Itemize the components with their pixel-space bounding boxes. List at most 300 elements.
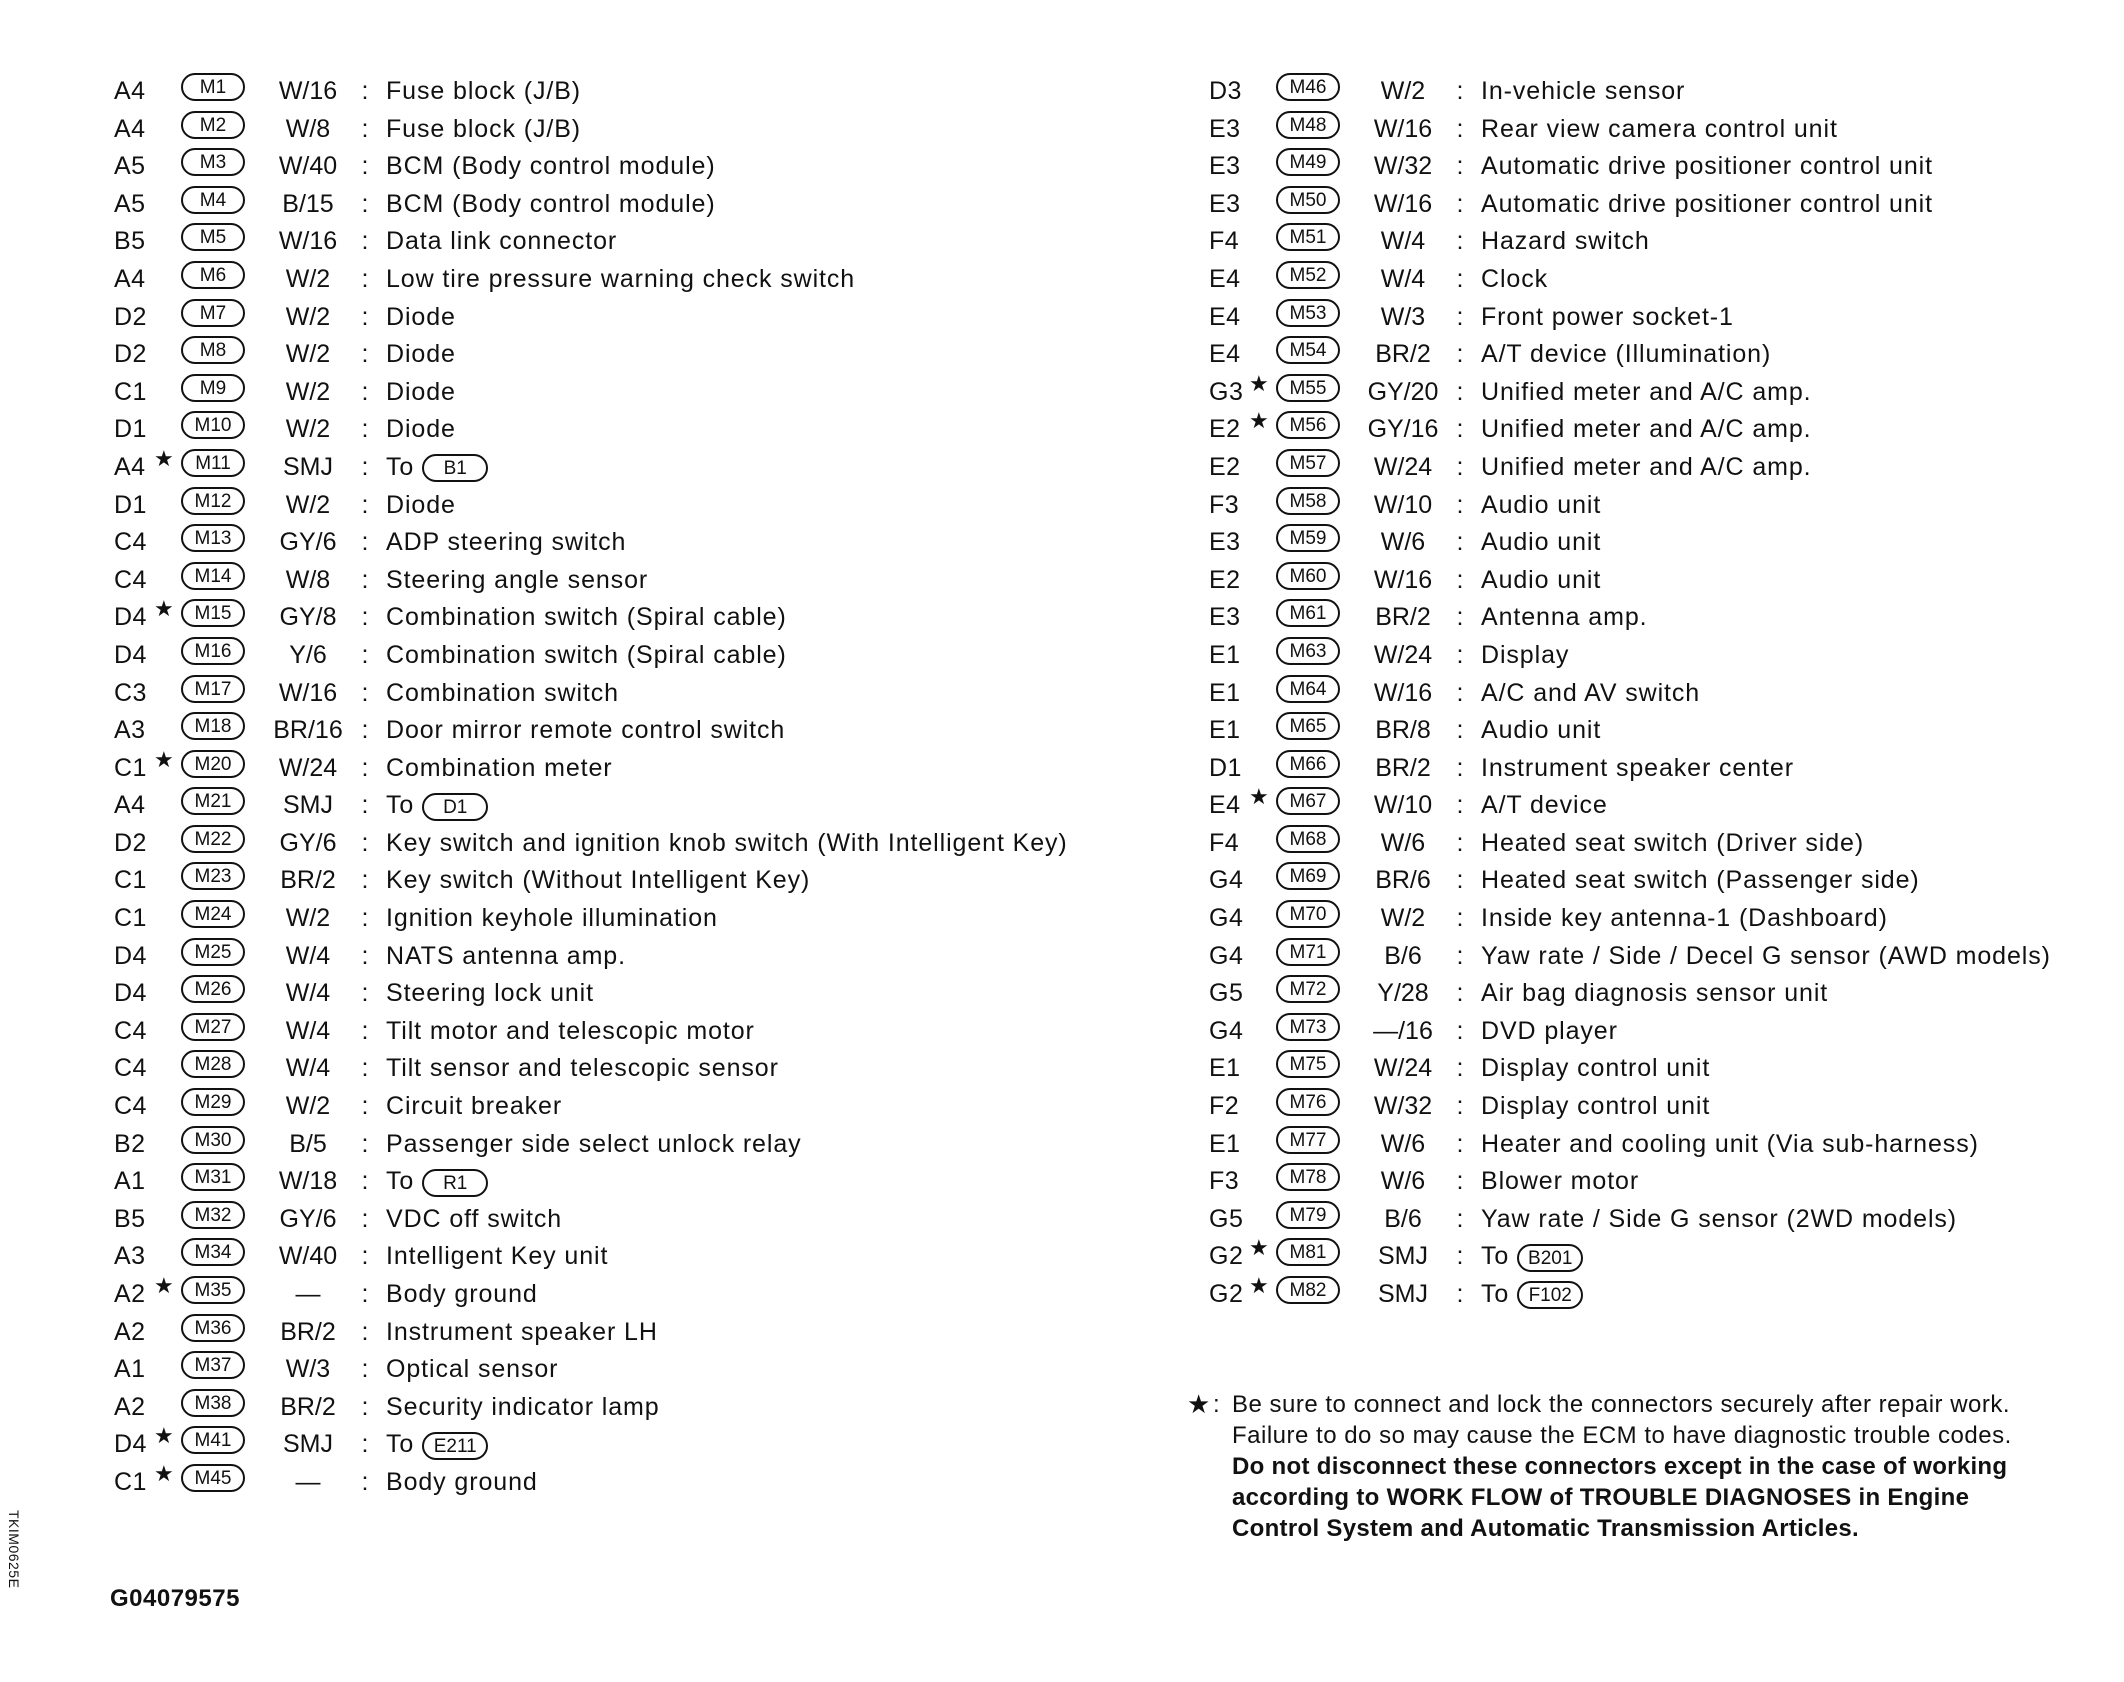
description-text: Clock	[1481, 264, 1549, 293]
note-line-2: Failure to do so may cause the ECM to have diagnostic trouble codes.	[1232, 1422, 2012, 1449]
separator-colon: :	[1456, 415, 1464, 444]
grid-reference: E1	[1209, 640, 1241, 669]
connector-description	[1481, 449, 1812, 487]
separator-colon: :	[1456, 1280, 1464, 1308]
description-text: Circuit breaker	[386, 1092, 563, 1121]
grid-reference: A4	[114, 791, 146, 820]
star-icon: ★	[154, 746, 174, 772]
separator-colon: :	[1456, 791, 1464, 820]
separator-colon: :	[1456, 227, 1464, 256]
connector-id: M46	[1276, 73, 1340, 101]
connector-row	[1209, 862, 2109, 900]
connector-id: M73	[1276, 1013, 1340, 1041]
connector-description	[386, 1126, 802, 1164]
connector-color-pins: GY/8	[279, 603, 337, 632]
connector-row	[1209, 900, 2109, 938]
connector-description	[386, 900, 718, 938]
target-connector-id: R1	[422, 1169, 488, 1197]
connector-row	[1209, 299, 2109, 337]
separator-colon: :	[361, 1092, 369, 1121]
description-text: Diode	[386, 490, 456, 519]
connector-id: M45	[181, 1464, 245, 1492]
description-text: Heater and cooling unit (Via sub-harness)	[1481, 1129, 1979, 1158]
description-text: Antenna amp.	[1481, 603, 1648, 632]
connector-row	[1209, 712, 2109, 750]
connector-id: M17	[181, 675, 245, 703]
connector-id: M5	[181, 223, 245, 251]
connector-color-pins: BR/2	[280, 1317, 336, 1346]
connector-color-pins: W/2	[285, 377, 331, 406]
separator-colon: :	[1456, 1054, 1464, 1083]
grid-reference: E1	[1209, 1054, 1241, 1083]
document-id: G04079575	[110, 1585, 240, 1612]
connector-row	[114, 900, 1154, 938]
description-text: Unified meter and A/C amp.	[1481, 452, 1812, 481]
connector-id: M27	[181, 1013, 245, 1041]
grid-reference: A4	[114, 264, 146, 293]
connector-row	[1209, 1201, 2109, 1239]
connector-description	[386, 73, 581, 111]
connector-row	[114, 1088, 1154, 1126]
separator-colon: :	[361, 1430, 369, 1459]
connector-row	[1209, 1013, 2109, 1051]
grid-reference: E2	[1209, 565, 1241, 594]
target-connector-id: B1	[422, 454, 488, 482]
separator-colon: :	[1456, 1242, 1464, 1271]
connector-id: M14	[181, 562, 245, 590]
connector-description	[1481, 900, 1888, 938]
connector-color-pins: BR/8	[1375, 716, 1431, 745]
grid-reference: D4	[114, 640, 147, 669]
connector-id: M78	[1276, 1163, 1340, 1191]
connector-id: M12	[181, 487, 245, 515]
connector-color-pins: W/24	[1373, 1054, 1433, 1083]
connector-color-pins: W/16	[278, 678, 338, 707]
separator-colon: :	[361, 716, 369, 745]
separator-colon: :	[1456, 565, 1464, 594]
separator-colon: :	[1456, 1204, 1464, 1233]
connector-description	[386, 299, 456, 337]
connector-row	[1209, 562, 2109, 600]
connector-description	[1481, 787, 1608, 825]
separator-colon: :	[361, 979, 369, 1008]
description-text: Tilt sensor and telescopic sensor	[386, 1054, 779, 1083]
connector-row	[1209, 825, 2109, 863]
connector-id: M24	[181, 900, 245, 928]
separator-colon: :	[1456, 678, 1464, 707]
connector-description	[386, 712, 785, 750]
connector-description	[1481, 1201, 1957, 1239]
connector-color-pins: GY/6	[279, 528, 337, 557]
separator-colon: :	[361, 114, 369, 143]
connector-description	[1481, 374, 1812, 412]
connector-row	[114, 111, 1154, 149]
separator-colon: :	[1456, 753, 1464, 782]
description-text: Unified meter and A/C amp.	[1481, 377, 1812, 406]
connector-color-pins: W/4	[285, 1016, 331, 1045]
connector-id: M41	[181, 1426, 245, 1454]
connector-description	[1481, 524, 1601, 562]
grid-reference: A1	[114, 1355, 146, 1384]
connector-row	[1209, 599, 2109, 637]
connector-row	[114, 186, 1154, 224]
connector-id: M69	[1276, 862, 1340, 890]
target-connector-id: E211	[422, 1432, 488, 1460]
description-text: To	[386, 1167, 415, 1196]
description-text: Diode	[386, 302, 456, 331]
connector-color-pins: W/3	[1380, 302, 1426, 331]
connector-color-pins: W/6	[1380, 1129, 1426, 1158]
grid-reference: F3	[1209, 490, 1240, 519]
connector-id: M13	[181, 524, 245, 552]
connector-row	[114, 445, 1154, 487]
grid-reference: D1	[1209, 753, 1242, 782]
description-text: Low tire pressure warning check switch	[386, 264, 856, 293]
connector-row	[114, 1163, 1154, 1201]
connector-description	[1481, 862, 1920, 900]
connector-color-pins: W/2	[285, 340, 331, 369]
connector-row	[1209, 675, 2109, 713]
star-icon: ★	[1249, 370, 1269, 396]
grid-reference: C4	[114, 528, 147, 557]
connector-description	[1481, 750, 1794, 788]
connector-color-pins: GY/20	[1367, 377, 1439, 406]
connector-description	[386, 1276, 538, 1314]
grid-reference: F4	[1209, 227, 1240, 256]
connector-id: M66	[1276, 750, 1340, 778]
description-text: Body ground	[386, 1467, 538, 1496]
separator-colon: :	[1456, 1092, 1464, 1121]
connector-row	[1209, 223, 2109, 261]
connector-description	[1481, 186, 1933, 224]
grid-reference: B2	[114, 1129, 146, 1158]
connector-description	[1481, 73, 1685, 111]
connector-color-pins: W/32	[1373, 1092, 1433, 1121]
connector-row	[1209, 637, 2109, 675]
connector-row	[1209, 449, 2109, 487]
connector-row	[114, 562, 1154, 600]
connector-id: M2	[181, 111, 245, 139]
connector-id: M34	[181, 1238, 245, 1266]
connector-color-pins: W/2	[285, 1092, 331, 1121]
connector-id: M60	[1276, 562, 1340, 590]
connector-color-pins: W/16	[1373, 565, 1433, 594]
connector-description	[1481, 1163, 1639, 1201]
connector-description	[386, 148, 716, 186]
connector-color-pins: BR/2	[1375, 753, 1431, 782]
connector-description	[1481, 637, 1569, 675]
connector-id: M57	[1276, 449, 1340, 477]
connector-color-pins: W/40	[278, 152, 338, 181]
connector-color-pins: W/2	[285, 490, 331, 519]
connector-id: M37	[181, 1351, 245, 1379]
grid-reference: C4	[114, 1054, 147, 1083]
description-text: Front power socket-1	[1481, 302, 1734, 331]
connector-color-pins: W/2	[1380, 77, 1426, 105]
connector-row	[1209, 1088, 2109, 1126]
connector-id: M29	[181, 1088, 245, 1116]
connector-color-pins: W/16	[1373, 678, 1433, 707]
connector-description	[386, 1088, 562, 1126]
connector-color-pins: W/16	[1373, 114, 1433, 143]
connector-id: M9	[181, 374, 245, 402]
connector-description	[386, 1314, 658, 1352]
grid-reference: E4	[1209, 264, 1241, 293]
grid-reference: E3	[1209, 603, 1241, 632]
connector-row	[114, 1050, 1154, 1088]
separator-colon: :	[361, 340, 369, 369]
separator-colon: :	[1456, 377, 1464, 406]
separator-colon: :	[1456, 264, 1464, 293]
grid-reference: D4	[114, 603, 147, 632]
description-text: Yaw rate / Side G sensor (2WD models)	[1481, 1204, 1958, 1233]
connector-id: M15	[181, 599, 245, 627]
description-text: Rear view camera control unit	[1481, 114, 1838, 143]
separator-colon: :	[361, 565, 369, 594]
grid-reference: E3	[1209, 152, 1241, 181]
grid-reference: G5	[1209, 979, 1244, 1008]
description-text: To	[386, 452, 415, 481]
grid-reference: E3	[1209, 189, 1241, 218]
connector-id: M1	[181, 73, 245, 101]
connector-id: M11	[181, 449, 245, 477]
separator-colon: :	[1456, 152, 1464, 181]
connector-color-pins: BR/2	[1375, 340, 1431, 369]
connector-list-left	[114, 73, 1154, 1502]
grid-reference: E3	[1209, 528, 1241, 557]
connector-description	[1481, 938, 2051, 976]
grid-reference: A4	[114, 114, 146, 143]
separator-colon: :	[361, 753, 369, 782]
connector-id: M18	[181, 712, 245, 740]
separator-colon: :	[361, 1016, 369, 1045]
grid-reference: C1	[114, 753, 147, 782]
grid-reference: C1	[114, 866, 147, 895]
grid-reference: D1	[114, 490, 147, 519]
connector-description	[1481, 825, 1864, 863]
description-text: BCM (Body control module)	[386, 189, 716, 218]
connector-row	[1209, 111, 2109, 149]
connector-color-pins: BR/6	[1375, 866, 1431, 895]
grid-reference: A3	[114, 1242, 146, 1271]
grid-reference: D2	[114, 828, 147, 857]
connector-color-pins: W/24	[278, 753, 338, 782]
description-text: Audio unit	[1481, 528, 1602, 557]
separator-colon: :	[1456, 603, 1464, 632]
separator-colon: :	[361, 377, 369, 406]
connector-description	[386, 261, 855, 299]
connector-color-pins: W/4	[285, 1054, 331, 1083]
description-text: Combination switch (Spiral cable)	[386, 640, 787, 669]
connector-color-pins: W/16	[278, 227, 338, 256]
grid-reference: G4	[1209, 941, 1244, 970]
target-connector-id: F102	[1517, 1281, 1583, 1309]
separator-colon: :	[1456, 302, 1464, 331]
connector-id: M7	[181, 299, 245, 327]
connector-color-pins: GY/16	[1367, 415, 1439, 444]
grid-reference: E3	[1209, 114, 1241, 143]
grid-reference: A4	[114, 77, 146, 105]
connector-row	[114, 1273, 1154, 1314]
connector-row	[114, 938, 1154, 976]
connector-id: M6	[181, 261, 245, 289]
connector-color-pins: W/18	[278, 1167, 338, 1196]
connector-id: M65	[1276, 712, 1340, 740]
connector-color-pins: W/2	[285, 302, 331, 331]
connector-description	[386, 1426, 488, 1464]
star-icon: ★	[154, 596, 174, 622]
connector-color-pins: W/10	[1373, 490, 1433, 519]
grid-reference: F3	[1209, 1167, 1240, 1196]
connector-color-pins: W/2	[285, 904, 331, 933]
grid-reference: D3	[1209, 77, 1242, 105]
description-text: A/C and AV switch	[1481, 678, 1701, 707]
connector-id: M30	[181, 1126, 245, 1154]
grid-reference: A5	[114, 152, 146, 181]
connector-color-pins: W/6	[1380, 828, 1426, 857]
connector-id: M77	[1276, 1126, 1340, 1154]
connector-description	[386, 411, 456, 449]
separator-colon: :	[1456, 640, 1464, 669]
note-colon: :	[1213, 1391, 1221, 1418]
connector-id: M23	[181, 862, 245, 890]
connector-description	[1481, 487, 1601, 525]
connector-color-pins: SMJ	[1378, 1242, 1428, 1271]
separator-colon: :	[361, 1392, 369, 1421]
connector-row	[1209, 1126, 2109, 1164]
connector-row	[114, 1201, 1154, 1239]
grid-reference: A2	[114, 1280, 146, 1308]
description-text: Combination switch (Spiral cable)	[386, 603, 787, 632]
connector-row	[114, 1460, 1154, 1502]
connector-row	[1209, 750, 2109, 788]
connector-color-pins: Y/28	[1377, 979, 1429, 1008]
separator-colon: :	[361, 1242, 369, 1271]
connector-color-pins: BR/2	[1375, 603, 1431, 632]
separator-colon: :	[361, 528, 369, 557]
connector-row	[1209, 1050, 2109, 1088]
connector-color-pins: SMJ	[1378, 1280, 1428, 1308]
connector-description	[1481, 411, 1812, 449]
connector-description	[386, 1013, 755, 1051]
connector-id: M71	[1276, 938, 1340, 966]
separator-colon: :	[361, 1280, 369, 1308]
connector-row	[1209, 1163, 2109, 1201]
grid-reference: E4	[1209, 302, 1241, 331]
separator-colon: :	[361, 866, 369, 895]
description-text: Diode	[386, 415, 456, 444]
connector-row	[1209, 370, 2109, 412]
star-icon: ★	[1249, 1273, 1269, 1298]
connector-row	[114, 73, 1154, 111]
note-bold-line-3: Control System and Automatic Transmission Articles.	[1232, 1515, 1859, 1542]
separator-colon: :	[361, 415, 369, 444]
grid-reference: F4	[1209, 828, 1240, 857]
connector-color-pins: B/6	[1384, 1204, 1422, 1233]
connector-color-pins: W/24	[1373, 640, 1433, 669]
separator-colon: :	[361, 490, 369, 519]
connector-description	[386, 787, 488, 825]
separator-colon: :	[361, 227, 369, 256]
grid-reference: D1	[114, 415, 147, 444]
description-text: DVD player	[1481, 1016, 1618, 1045]
connector-row	[114, 1314, 1154, 1352]
connector-description	[386, 1351, 558, 1389]
description-text: Audio unit	[1481, 716, 1602, 745]
description-text: Fuse block (J/B)	[386, 114, 582, 143]
connector-description	[1481, 599, 1647, 637]
connector-row	[1209, 186, 2109, 224]
connector-id: M52	[1276, 261, 1340, 289]
grid-reference: F2	[1209, 1092, 1240, 1121]
separator-colon: :	[361, 1317, 369, 1346]
connector-id: M22	[181, 825, 245, 853]
connector-id: M55	[1276, 374, 1340, 402]
connector-id: M21	[181, 787, 245, 815]
connector-color-pins: Y/6	[289, 640, 327, 669]
connector-color-pins: W/8	[285, 565, 331, 594]
description-text: Optical sensor	[386, 1355, 559, 1384]
separator-colon: :	[1456, 528, 1464, 557]
connector-row	[114, 1238, 1154, 1276]
connector-row	[1209, 784, 2109, 825]
connector-id: M32	[181, 1201, 245, 1229]
description-text: Instrument speaker center	[1481, 753, 1794, 782]
grid-reference: G2	[1209, 1280, 1244, 1308]
connector-color-pins: W/4	[285, 941, 331, 970]
separator-colon: :	[1456, 904, 1464, 933]
connector-id: M70	[1276, 900, 1340, 928]
star-icon: ★	[154, 1423, 174, 1449]
separator-colon: :	[1456, 866, 1464, 895]
connector-description	[1481, 675, 1700, 713]
connector-description	[1481, 299, 1734, 337]
separator-colon: :	[361, 640, 369, 669]
connector-id: M56	[1276, 411, 1340, 439]
grid-reference: G4	[1209, 904, 1244, 933]
connector-id: M72	[1276, 975, 1340, 1003]
connector-id: M54	[1276, 336, 1340, 364]
connector-color-pins: W/4	[285, 979, 331, 1008]
connector-row	[114, 787, 1154, 825]
connector-color-pins: BR/2	[280, 1392, 336, 1421]
connector-description	[386, 1050, 779, 1088]
target-connector-id: B201	[1517, 1244, 1583, 1272]
grid-reference: E1	[1209, 678, 1241, 707]
connector-color-pins: —	[295, 1467, 321, 1496]
separator-colon: :	[361, 1054, 369, 1083]
description-text: ADP steering switch	[386, 528, 627, 557]
star-icon: ★	[1249, 784, 1269, 810]
connector-description	[386, 336, 456, 374]
connector-description	[1481, 1238, 1583, 1276]
grid-reference: A2	[114, 1392, 146, 1421]
connector-id: M64	[1276, 675, 1340, 703]
connector-id: M61	[1276, 599, 1340, 627]
description-text: Automatic drive positioner control unit	[1481, 189, 1933, 218]
description-text: To	[1481, 1242, 1510, 1271]
connector-description	[1481, 148, 1933, 186]
connector-description	[386, 1238, 608, 1276]
connector-row	[114, 1389, 1154, 1427]
grid-reference: C1	[114, 377, 147, 406]
grid-reference: E4	[1209, 791, 1241, 820]
connector-color-pins: W/4	[1380, 264, 1426, 293]
grid-reference: D4	[114, 979, 147, 1008]
description-text: A/T device (Illumination)	[1481, 340, 1772, 369]
connector-row	[114, 148, 1154, 186]
description-text: Diode	[386, 377, 456, 406]
